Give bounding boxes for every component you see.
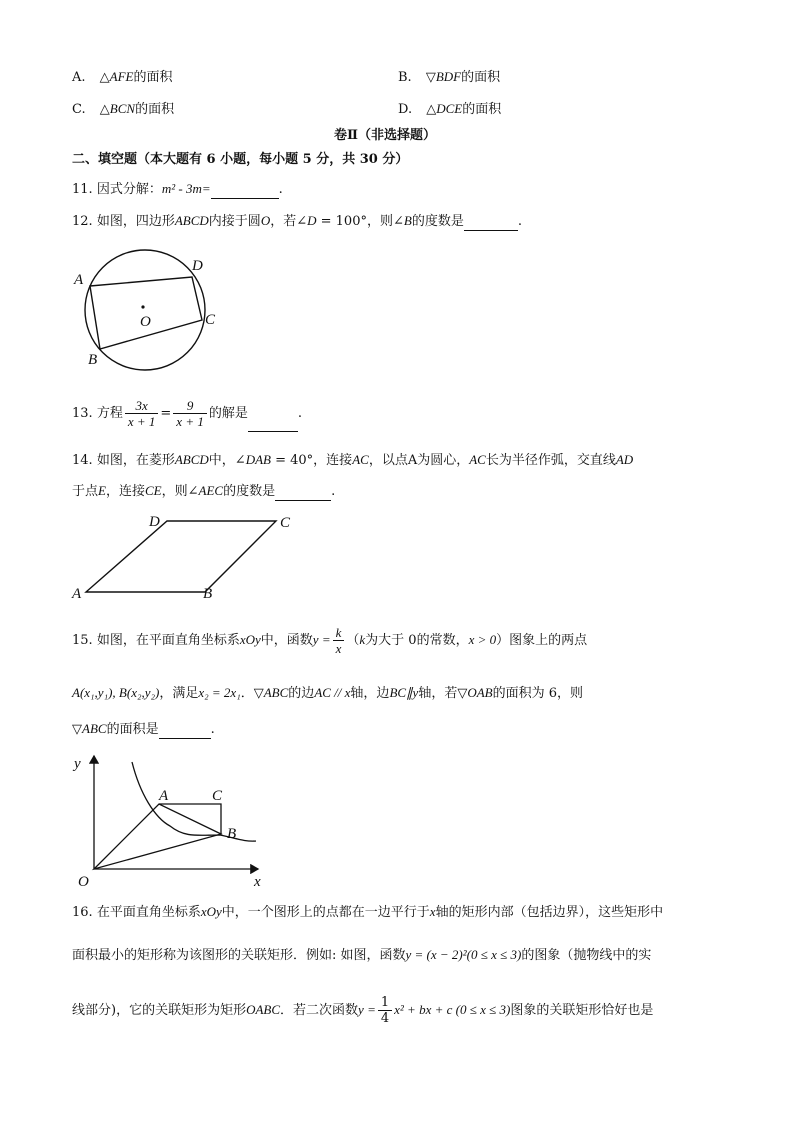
period: . <box>517 214 522 229</box>
question-text: 内接于圆 <box>208 214 261 229</box>
question-16-line-3 <box>72 992 653 1029</box>
math-var: k <box>359 632 366 647</box>
option-c-name: BCN <box>109 101 136 116</box>
triangle-symbol: △ <box>99 102 110 117</box>
question-15-line-2 <box>72 684 583 703</box>
rhombus-abcd <box>86 521 276 592</box>
answer-blank[interactable] <box>248 417 298 432</box>
option-b <box>398 68 500 87</box>
question-14-line-2 <box>72 482 335 501</box>
math-expression: x² + bx + c (0 ≤ x ≤ 3) <box>394 1002 511 1017</box>
math-expression: m² - 3m= <box>161 181 211 196</box>
question-text: 面积最小的矩形称为该图形的关联矩形．例如: 如图，函数 <box>72 948 406 963</box>
question-13 <box>72 396 302 432</box>
question-15-line-1 <box>72 622 587 659</box>
label-b: B <box>203 586 213 602</box>
fraction-left <box>125 398 159 429</box>
math-var: OAB <box>467 685 493 700</box>
period: . <box>331 484 336 499</box>
math-var: ABC <box>263 685 289 700</box>
question-text: 的度数是 <box>411 214 464 229</box>
label-d: D <box>192 258 203 274</box>
question-text: 中，一个图形上的点都在一边平行于 <box>221 905 430 920</box>
math-var: xOy <box>239 632 261 647</box>
answer-blank[interactable] <box>159 724 211 739</box>
fraction-k-over-x <box>333 625 345 656</box>
denominator: x + 1 <box>127 414 156 429</box>
math-var: x₂ = 2x₁ <box>198 685 241 700</box>
question-text: 的图象（抛物线中的实 <box>521 948 652 963</box>
period: . <box>278 182 283 197</box>
option-b-label: B. <box>398 70 412 85</box>
numerator: k <box>333 625 345 641</box>
question-text: 如图，四边形 <box>96 214 175 229</box>
option-d-label: D. <box>398 102 413 117</box>
period: . <box>210 722 215 737</box>
label-d: D <box>149 514 160 530</box>
question-number: 12. <box>72 214 93 229</box>
question-text: 如图，在平面直角坐标系 <box>96 633 240 648</box>
question-11 <box>72 180 283 199</box>
label-y: y <box>74 756 81 772</box>
math-var: AEC <box>198 483 224 498</box>
math-var: B <box>403 213 412 228</box>
option-d-name: DCE <box>436 101 463 116</box>
question-text: ．若二次函数 <box>280 1003 359 1018</box>
math-var: CE <box>144 483 162 498</box>
q12-circle-figure <box>70 248 220 370</box>
question-text: 的解是 <box>208 406 248 421</box>
option-b-tail: 的面积 <box>461 70 501 85</box>
triangle-symbol: △ <box>99 70 110 85</box>
fraction-one-quarter <box>378 995 392 1026</box>
question-text: ．▽ <box>240 686 264 701</box>
math-var: DAB <box>245 452 271 467</box>
numerator: 1 <box>378 995 392 1011</box>
fraction-right <box>173 398 207 429</box>
question-16-line-2 <box>72 946 651 965</box>
question-15-line-3 <box>72 720 215 739</box>
triangle-oab <box>94 804 221 869</box>
question-text: 方程 <box>96 406 123 421</box>
math-var: AD <box>615 452 634 467</box>
question-number: 15. <box>72 633 93 648</box>
question-text: 图象的关联矩形恰好也是 <box>510 1003 654 1018</box>
math-var: AC <box>469 452 486 467</box>
answer-blank[interactable] <box>211 184 279 199</box>
q14-rhombus-figure <box>70 512 300 602</box>
question-number: 11. <box>72 182 93 197</box>
math-var: D <box>307 213 317 228</box>
question-text: ▽ <box>72 722 82 737</box>
question-text: 的面积为 6，则 <box>492 686 584 701</box>
math-var: AC // x <box>314 685 351 700</box>
center-point <box>141 305 144 308</box>
math-var: ABCD <box>174 213 209 228</box>
triangle-symbol: ▽ <box>425 70 436 85</box>
option-d-tail: 的面积 <box>462 102 502 117</box>
quadrilateral-abcd <box>90 277 202 349</box>
math-expression: y = (x − 2)²(0 ≤ x ≤ 3) <box>405 947 522 962</box>
math-var: O <box>260 213 271 228</box>
question-text: ，以点A为圆心， <box>368 453 470 468</box>
question-number: 14. <box>72 453 93 468</box>
label-b: B <box>88 352 98 368</box>
denominator: x + 1 <box>176 414 204 429</box>
numerator: 3x <box>125 398 159 414</box>
question-text: 于点 <box>72 484 99 499</box>
question-text: = 100°，则∠ <box>316 214 404 229</box>
question-text: 在平面直角坐标系 <box>96 905 201 920</box>
question-text: 为大于 0的常数， <box>365 633 469 648</box>
option-c-label: C. <box>72 102 86 117</box>
question-text: 轴的矩形内部（包括边界），这些矩形中 <box>435 905 664 920</box>
question-text: 长为半径作弧，交直线 <box>485 453 616 468</box>
option-c-tail: 的面积 <box>135 102 175 117</box>
label-b: B <box>227 826 237 842</box>
denominator: 4 <box>380 1011 390 1026</box>
question-text: ，连接 <box>105 484 145 499</box>
question-14-line-1 <box>72 451 633 470</box>
math-var: xOy <box>200 904 222 919</box>
option-c <box>72 100 174 119</box>
question-text: 中，函数 <box>260 633 313 648</box>
question-text: 轴，若▽ <box>418 686 468 701</box>
triangle-symbol: △ <box>426 102 437 117</box>
label-a: A <box>72 586 82 602</box>
question-text: 的面积是 <box>106 722 159 737</box>
math-var: y = <box>358 1002 376 1017</box>
question-number: 16. <box>72 905 93 920</box>
question-number: 13. <box>72 406 93 421</box>
question-16-line-1 <box>72 903 663 922</box>
math-var: y = <box>312 632 331 647</box>
question-text: ，若∠ <box>270 214 308 229</box>
period: . <box>297 406 302 421</box>
q15-coordinate-figure <box>70 752 275 892</box>
label-o: O <box>78 874 89 890</box>
option-b-name: BDF <box>435 69 462 84</box>
math-var: ABCD <box>174 452 209 467</box>
math-var: x > 0 <box>468 632 497 647</box>
math-var: ABC <box>82 721 107 736</box>
question-text: 的度数是 <box>223 484 276 499</box>
math-var: E <box>98 483 106 498</box>
label-c: C <box>280 515 291 531</box>
hyperbola-curve <box>132 762 256 841</box>
question-text: ，则∠ <box>161 484 199 499</box>
label-o: O <box>140 314 151 330</box>
answer-blank[interactable] <box>464 216 518 231</box>
question-text: ，满足 <box>159 686 199 701</box>
math-var: BC∥y <box>389 685 419 700</box>
section-title: 卷Ⅱ（非选择题） <box>334 128 436 143</box>
math-var: x <box>429 904 436 919</box>
math-var: OABC <box>246 1002 281 1017</box>
question-12 <box>72 212 522 231</box>
label-c: C <box>212 788 223 804</box>
equals-sign: = <box>160 406 172 421</box>
label-c: C <box>205 312 216 328</box>
question-text: 的边 <box>288 686 315 701</box>
option-a-tail: 的面积 <box>133 70 173 85</box>
question-text: ）图象上的两点 <box>496 633 588 648</box>
answer-blank[interactable] <box>275 486 331 501</box>
part-heading: 二、填空题（本大题有 6 小题，每小题 5 分，共 30 分） <box>72 152 409 167</box>
option-d <box>398 100 501 119</box>
option-a <box>72 68 173 87</box>
question-text: 因式分解： <box>96 182 162 197</box>
circle-o <box>85 250 205 370</box>
option-a-label: A. <box>72 70 86 85</box>
option-a-name: AFE <box>109 69 134 84</box>
question-text: 轴，边 <box>350 686 390 701</box>
question-text: 线部分)，它的关联矩形为矩形 <box>72 1003 247 1018</box>
label-x: x <box>254 874 261 890</box>
question-text: = 40°，连接 <box>270 453 353 468</box>
math-var: A(x₁,y₁), B(x₂,y₂) <box>72 685 160 700</box>
question-text: 中，∠ <box>208 453 246 468</box>
label-a: A <box>159 788 169 804</box>
numerator: 9 <box>173 398 207 414</box>
label-a: A <box>74 272 84 288</box>
question-text: 如图，在菱形 <box>96 453 175 468</box>
denominator: x <box>335 641 342 656</box>
question-text: （ <box>346 633 360 648</box>
math-var: AC <box>352 452 369 467</box>
